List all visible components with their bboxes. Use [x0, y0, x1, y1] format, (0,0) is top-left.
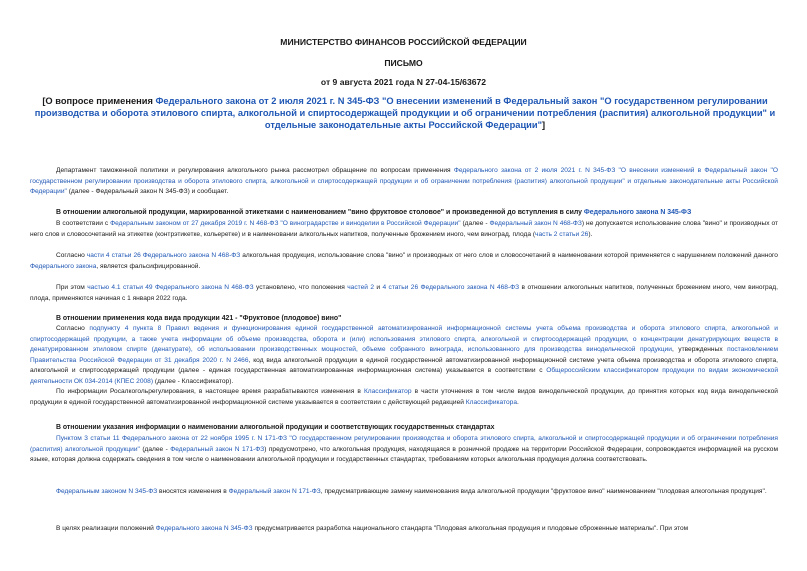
text: По информации Росалкогольрегулирования, в настоящее время разрабатываются изменения в — [56, 388, 364, 395]
document-type: ПИСЬМО — [384, 58, 423, 68]
section-heading-naming: В отношении указания информации о наименовании алкогольной продукции и соответствующих государственных стандартах — [56, 424, 495, 431]
resolution-link-2466[interactable]: постановлением Правительства Российской Федерации от 31 декабря 2020 г. N 2466 — [30, 346, 778, 364]
text: Согласно — [56, 325, 90, 332]
paragraph-468fz — [30, 219, 778, 240]
classifier-link[interactable]: Общероссийским классификатором продукции по видам экономической деятельности ОК 034-2014 (КПЕС 2008) — [30, 367, 779, 385]
paragraph-rosalko — [30, 387, 778, 408]
text: , предусматривающие замену наименования вида алкогольной продукции "фруктовое вино" наименованием "плодовая алкогольная продукция". — [320, 488, 767, 495]
text: алкогольная продукция, использование слова "вино" и производных от него слов и словосочетаний в наименовании которой применяется с нарушением положений данного — [240, 252, 778, 259]
text: ) не допускается использование слова "вино" и производных от него слов и словосочетаний на этикетке (контрэтикетке, кольеретке) и в наименовании алкогольных напитков, полученные брожением иного, чем виноград, плода ( — [30, 220, 779, 238]
text: ). — [588, 230, 593, 238]
text: в части уточнения в том числе видов винодельческой продукции, до принятия которых код вида винодельческой продукции в единой государственной автоматизированной информационной системе указывается в соответствии с действующей редакцией — [30, 388, 778, 406]
text: установлено, что положения — [253, 284, 348, 291]
text: (далее - Федеральный закон N 345-ФЗ) и сообщает. — [66, 188, 229, 196]
text: (далее - — [139, 445, 171, 453]
text: и — [374, 284, 383, 291]
text: (далее - — [460, 220, 490, 227]
article-link-26-4b[interactable]: 4 статьи 26 Федерального закона N 468-ФЗ — [382, 284, 520, 291]
law-link-federal[interactable]: Федерального закона — [30, 262, 97, 270]
law-link-345fz-short[interactable]: Федерального закона N 345-ФЗ — [583, 209, 692, 216]
document-date-number: от 9 августа 2021 года N 27-04-15/63672 — [320, 77, 487, 87]
law-link-345fz-b[interactable]: Федеральным законом N 345-ФЗ — [56, 488, 158, 495]
law-link-345fz-c[interactable]: Федерального закона N 345-ФЗ — [155, 525, 253, 532]
title-prefix: [О вопросе применения — [42, 96, 156, 106]
paragraph-rename — [30, 487, 778, 498]
text: вносятся изменения в — [157, 488, 229, 495]
rules-link[interactable]: подпункту 4 пункта 8 Правил ведения и функционирования единой государственной автоматизированной информационной системы учета объема производства и оборота этилового спирта, алкогольной и спиртосодержащей продукции, а также учета информации об объеме производства, оборота и (или) использования этилового спирта, алкогольной и спиртосодержащей продукции, о концентрации денатурирующих веществ в денатурированном этиловом спирте (денатурате), об использовании производственных мощностей, объеме собранного винограда, использованного для производства винодельческой продукции — [30, 325, 778, 354]
text: , утвержденных — [671, 346, 728, 354]
classifier-link-2[interactable]: Классификатор — [363, 388, 412, 395]
section-heading-code-421: В отношении применения кода вида продукции 421 - "Фруктовое (плодовое) вино" — [56, 315, 342, 322]
law-link-468fz-short[interactable]: Федеральный закон N 468-ФЗ — [489, 220, 582, 227]
text: , является фальсифицированной. — [96, 262, 201, 270]
article-link-26-2[interactable]: часть 2 статьи 26 — [535, 230, 589, 238]
section-heading-fruit-wine — [56, 208, 776, 218]
paragraph-intro — [30, 166, 778, 198]
text: , код вида алкогольной продукции в единой государственной автоматизированной информационной системе учета объема производства и оборота этилового спирта, алкогольной и спиртосодержащей продукции (далее - единая государственная автоматизированная информационная система) указывается в соответствии с — [30, 356, 778, 375]
text: В целях реализации положений — [56, 525, 156, 532]
text: в отношении алкогольных напитков, полученных брожением иного, чем виноград, плода, применяются начиная с 1 января 2022 года. — [30, 284, 778, 302]
text: Департамент таможенной политики и регулирования алкогольного рынка рассмотрел обращение по вопросам применения — [56, 167, 454, 174]
article-link-26-4[interactable]: части 4 статьи 26 Федерального закона N 468-ФЗ — [86, 252, 241, 259]
ministry-heading: МИНИСТЕРСТВО ФИНАНСОВ РОССИЙСКОЙ ФЕДЕРАЦИИ — [280, 37, 527, 47]
text: Согласно — [56, 252, 87, 259]
paragraph-2022 — [30, 283, 778, 304]
text: . — [517, 398, 519, 406]
paragraph-egais — [30, 324, 778, 388]
text: ) предусмотрено, что алкогольная продукция, находящаяся в розничной продаже на территории Российской Федерации, сопровождается информацией на русском языке, которая должна содержать сведения в том числе о наименовании алкогольной продукции и государственных стандартах, требованиям которых алкогольная продукция должна соответствовать. — [30, 445, 779, 464]
title-law-link[interactable]: Федерального закона от 2 июля 2021 г. N 345-ФЗ "О внесении изменений в Федеральный закон "О государственном регулировании производства и оборота этилового спирта, алкогольной и спиртосодержащей продукции и об ограничении потребления (распития) алкогольной продукции" и отдельные законодательные акты Российской Федерации" — [34, 96, 776, 130]
text: предусматривается разработка национального стандарта "Плодовая алкогольная продукция и плодовые сброженные материалы". При этом — [252, 525, 689, 532]
law-link-171fz[interactable]: Пунктом 3 статьи 11 Федерального закона от 22 ноября 1995 г. N 171-ФЗ "О государственном регулировании производства и оборота этилового спирта, алкогольной и спиртосодержащей продукции и об ограничении потребления (распития) алкогольной продукции" — [30, 435, 778, 453]
text: В соответствии с — [56, 220, 111, 227]
law-link-468fz[interactable]: Федеральным законом от 27 декабря 2019 г. N 468-ФЗ "О виноградарстве и виноделии в Российской Федерации" — [110, 220, 461, 227]
text: В отношении алкогольной продукции, маркированной этикетками с наименованием "вино фруктовое столовое" и произведенной до вступления в силу — [56, 209, 584, 216]
article-link-parts-2[interactable]: частей 2 — [347, 284, 374, 291]
law-link-171fz-short[interactable]: Федеральный закон N 171-ФЗ — [170, 445, 265, 453]
title-suffix: ] — [542, 120, 546, 130]
text: При этом — [56, 284, 88, 291]
classifier-link-3[interactable]: Классификатора — [465, 398, 518, 406]
article-link-49-4-1[interactable]: частью 4.1 статьи 49 Федерального закона N 468-ФЗ — [87, 284, 254, 291]
text: (далее - Классификатор). — [153, 377, 234, 385]
paragraph-171fz — [30, 434, 778, 466]
paragraph-standard — [30, 524, 778, 535]
law-link-345fz[interactable]: Федерального закона от 2 июля 2021 г. N 345-ФЗ "О внесении изменений в Федеральный закон "О государственном регулировании производства и оборота этилового спирта, алкогольной и спиртосодержащей продукции и об ограничении потребления (распития) алкогольной продукции" и отдельные законодательные акты Российской Федерации" — [30, 167, 778, 196]
document-title — [30, 95, 780, 131]
paragraph-falsified — [30, 251, 778, 272]
law-link-171fz-b[interactable]: Федеральный закон N 171-ФЗ — [228, 488, 321, 495]
